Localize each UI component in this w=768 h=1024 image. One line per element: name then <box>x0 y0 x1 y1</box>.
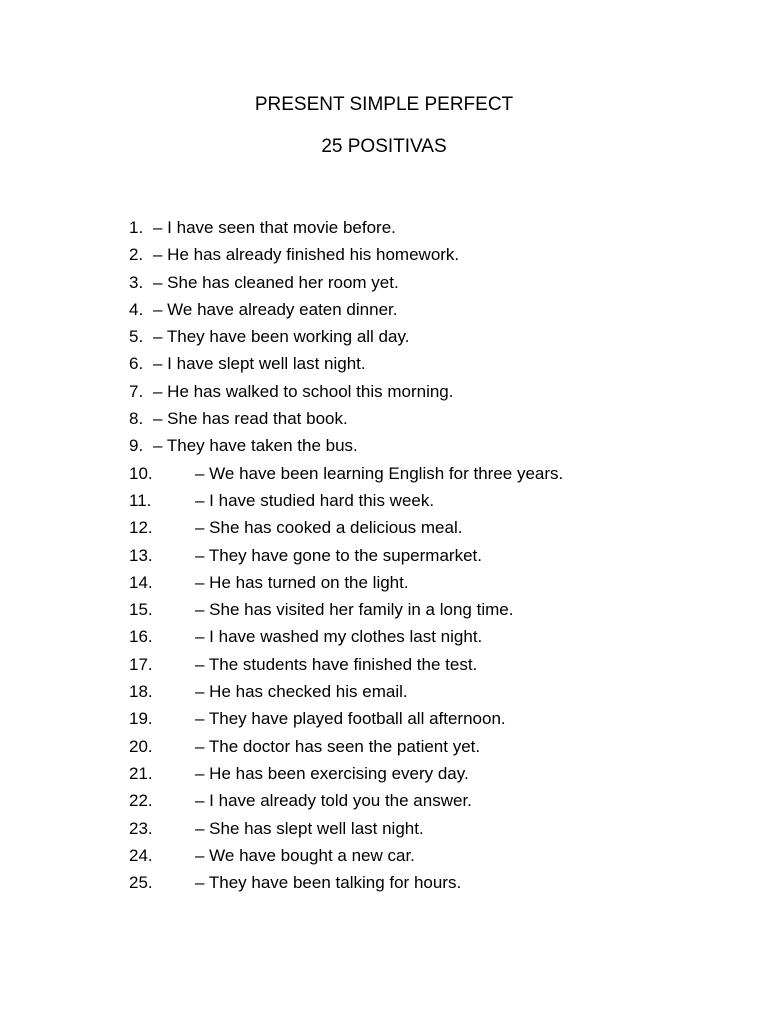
item-text: – I have already told you the answer. <box>195 791 472 811</box>
item-number: 10. <box>129 463 153 483</box>
list-item <box>129 599 563 626</box>
item-text: – He has turned on the light. <box>195 572 409 592</box>
list-item <box>129 872 563 899</box>
item-number: 7. <box>129 381 144 401</box>
item-text: – She has cooked a delicious meal. <box>195 518 463 538</box>
list-item <box>129 490 563 517</box>
item-text: – They have played football all afternoon. <box>195 709 506 729</box>
item-number: 4. <box>129 299 144 319</box>
item-number: 15. <box>129 600 153 620</box>
item-number: 20. <box>129 736 153 756</box>
item-text: – They have been working all day. <box>153 327 410 347</box>
list-item <box>129 708 563 735</box>
list-item <box>129 654 563 681</box>
item-number: 2. <box>129 245 144 265</box>
item-text: – They have been talking for hours. <box>195 873 462 893</box>
item-text: – I have washed my clothes last night. <box>195 627 483 647</box>
list-item <box>129 790 563 817</box>
item-text: – He has already finished his homework. <box>153 245 460 265</box>
list-item <box>129 244 563 271</box>
list-item <box>129 217 563 244</box>
list-item <box>129 626 563 653</box>
item-number: 11. <box>129 490 152 510</box>
item-text: – They have gone to the supermarket. <box>195 545 482 565</box>
item-number: 1. <box>129 218 144 237</box>
item-text: – We have bought a new car. <box>195 845 415 865</box>
list-item <box>129 353 563 380</box>
page-title: PRESENT SIMPLE PERFECT <box>254 94 514 115</box>
item-text: – We have already eaten dinner. <box>153 299 398 319</box>
item-number: 16. <box>129 627 153 647</box>
item-text: – She has slept well last night. <box>195 818 424 838</box>
item-text: – I have slept well last night. <box>153 354 366 374</box>
item-text: – The doctor has seen the patient yet. <box>195 736 481 756</box>
item-number: 22. <box>129 791 153 811</box>
item-number: 19. <box>129 709 153 729</box>
item-number: 25. <box>129 873 153 893</box>
item-text: – They have taken the bus. <box>153 436 358 456</box>
page-subtitle: 25 POSITIVAS <box>321 136 447 157</box>
list-item <box>129 681 563 708</box>
list-item <box>129 572 563 599</box>
item-text: – She has cleaned her room yet. <box>153 272 399 292</box>
item-text: – We have been learning English for three years. <box>195 463 564 483</box>
item-number: 5. <box>129 327 144 347</box>
list-item <box>129 272 563 299</box>
list-item <box>129 545 563 572</box>
list-item <box>129 763 563 790</box>
list-item <box>129 435 563 462</box>
list-item <box>129 736 563 763</box>
list-item <box>129 517 563 544</box>
item-number: 18. <box>129 682 153 702</box>
list-item <box>129 408 563 435</box>
list-item <box>129 326 563 353</box>
item-number: 13. <box>129 545 153 565</box>
item-number: 23. <box>129 818 153 838</box>
item-text: – I have studied hard this week. <box>195 490 435 510</box>
item-text: – He has checked his email. <box>195 682 408 702</box>
item-number: 24. <box>129 845 153 865</box>
list-item <box>129 845 563 872</box>
item-number: 14. <box>129 572 153 592</box>
sentence-list <box>129 217 563 899</box>
item-text: – The students have finished the test. <box>195 654 478 674</box>
item-number: 6. <box>129 354 144 374</box>
list-item <box>129 818 563 845</box>
item-text: – I have seen that movie before. <box>153 218 396 237</box>
item-number: 9. <box>129 436 144 456</box>
item-text: – She has read that book. <box>153 409 348 429</box>
item-number: 12. <box>129 518 153 538</box>
list-item <box>129 381 563 408</box>
list-item <box>129 463 563 490</box>
item-text: – She has visited her family in a long time. <box>195 600 514 620</box>
item-text: – He has been exercising every day. <box>195 763 469 783</box>
item-text: – He has walked to school this morning. <box>153 381 454 401</box>
list-item <box>129 299 563 326</box>
item-number: 21. <box>129 763 153 783</box>
item-number: 17. <box>129 654 153 674</box>
item-number: 3. <box>129 272 144 292</box>
item-number: 8. <box>129 409 144 429</box>
